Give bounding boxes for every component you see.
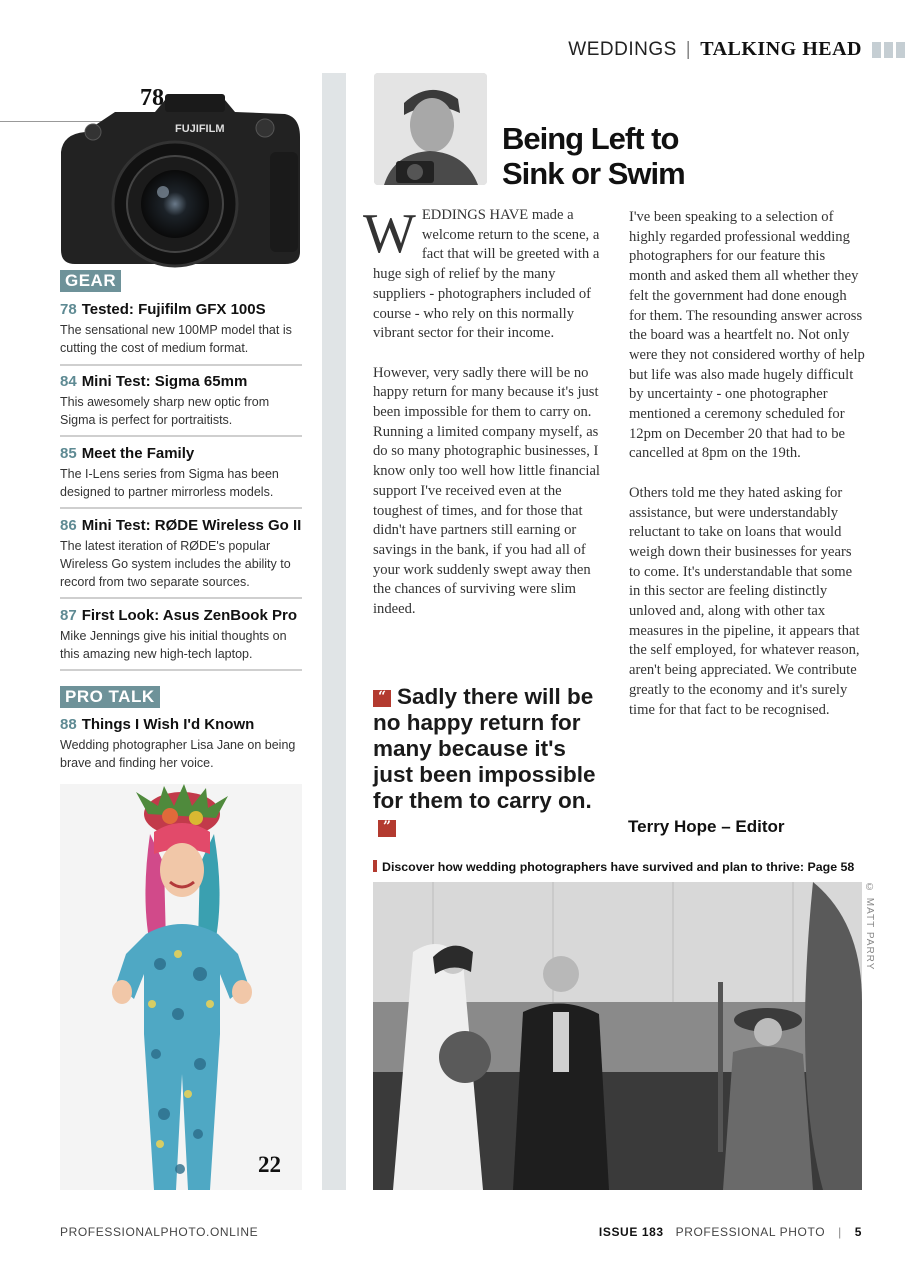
toc-description: The sensational new 100MP model that is cutting the cost of medium format.	[60, 323, 292, 355]
drop-cap: W	[363, 203, 416, 265]
editor-signature: Terry Hope – Editor	[628, 817, 785, 836]
toc-item[interactable]	[60, 373, 302, 429]
running-header	[568, 38, 862, 61]
divider	[60, 507, 302, 509]
toc-page-number: 87	[60, 607, 77, 624]
footer-divider: |	[838, 1225, 842, 1239]
divider	[60, 669, 302, 671]
header-decoration	[872, 42, 905, 58]
toc-title: Meet the Family	[81, 445, 195, 462]
feature-crossref[interactable]: Discover how wedding photographers have survived and plan to thrive: Page 58	[373, 860, 854, 874]
toc-description: This awesomely sharp new optic from Sigma is perfect for portraitists.	[60, 395, 270, 427]
toc-description: The I-Lens series from Sigma has been designed to partner mirrorless models.	[60, 467, 279, 499]
paragraph-1-text: EDDINGS HAVE made a welcome return to the scene, a fact that will be greeted with a huge sigh of relief by the many suppliers - photographers included of course - who rely on this normally vibrant sector for their income.	[373, 207, 600, 342]
toc-description: The latest iteration of RØDE's popular Wireless Go system includes the ability to record from two separate sources.	[60, 539, 291, 589]
toc-description: Mike Jennings give his initial thoughts on this amazing new high-tech laptop.	[60, 629, 287, 661]
cover-page-number: 78	[140, 85, 164, 111]
article-column-1	[363, 203, 605, 639]
gear-section-tag: GEAR	[60, 270, 121, 292]
column-gutter-bar	[322, 73, 346, 1190]
quote-close-icon: ”	[378, 820, 396, 837]
divider	[60, 364, 302, 366]
toc-page-number: 86	[60, 517, 77, 534]
camera-brand-text: FUJIFILM	[175, 123, 225, 135]
pro-talk-section-tag: PRO TALK	[60, 686, 160, 708]
photo-credit: © MATT PARRY	[864, 882, 875, 971]
section-label: WEDDINGS	[568, 38, 677, 60]
toc-page-number: 88	[60, 716, 77, 733]
article-column-2	[629, 208, 865, 740]
headline-line-1: Being Left to	[502, 121, 679, 156]
toc-title: Things I Wish I'd Known	[81, 716, 255, 733]
toc-title: First Look: Asus ZenBook Pro	[81, 607, 297, 624]
toc-title: Mini Test: Sigma 65mm	[81, 373, 248, 390]
divider	[60, 435, 302, 437]
toc-item[interactable]	[60, 301, 302, 357]
paragraph-3: I've been speaking to a selection of highly regarded professional wedding photographers for our feature this month and asked them all whether they felt the government had done enough for them. The resounding answer across the board was a heartfelt no. Not only were they not considered worthy of help but life was also made hugely difficult by uncertainty - one photographer mentioned a ceremony scheduled for 12pm on December 20 that had to be cancelled at 8pm on the 19th.	[629, 209, 865, 462]
camera-image	[55, 92, 305, 272]
footer-issue-info	[599, 1225, 862, 1239]
header-divider: |	[685, 38, 692, 60]
footer-magazine: PROFESSIONAL PHOTO	[675, 1225, 826, 1239]
article-headline	[502, 121, 685, 191]
toc-item[interactable]	[60, 716, 302, 772]
headline-line-2: Sink or Swim	[502, 156, 685, 191]
toc-page-number: 84	[60, 373, 77, 390]
paragraph-4: Others told me they hated asking for assistance, but were understandably reluctant to take on loans that would weigh down their businesses for years to come. It's understandable that some in this sector are feeling distinctly unloved and, along with other tax measures in the pipeline, it appears that the self employed, for whatever reason, aren't being appreciated. We contribute greatly to the economy and it's surely time for that fact to be recognised.	[629, 484, 860, 718]
pull-quote	[373, 684, 603, 840]
quote-open-icon: “	[373, 690, 391, 707]
toc-page-number: 78	[60, 301, 77, 318]
toc-page-number: 85	[60, 445, 77, 462]
divider	[60, 597, 302, 599]
toc-item[interactable]	[60, 445, 302, 501]
footer-page-number: 5	[854, 1225, 862, 1239]
paragraph-2: However, very sadly there will be no happy return for many because it's just been impossible for them to carry on. Running a limited company myself, as do so many photographic businesses, I know only too well how little financial support I've received even at the toughest of times, and for those that didn't have partners still earning or savings in the bank, if you had all of your work suddenly swept away then the chances of surviving were slim indeed.	[373, 364, 600, 618]
wedding-photo	[373, 882, 862, 1190]
portrait-photo-lisa-jane	[60, 784, 302, 1190]
footer-website[interactable]: PROFESSIONALPHOTO.ONLINE	[60, 1225, 259, 1239]
footer-issue: ISSUE 183	[598, 1225, 664, 1239]
toc-item[interactable]	[60, 517, 302, 591]
image-page-number: 22	[258, 1152, 281, 1177]
toc-description: Wedding photographer Lisa Jane on being brave and finding her voice.	[60, 738, 296, 770]
toc-item[interactable]	[60, 607, 302, 663]
pull-quote-text: Sadly there will be no happy return for many because it's just been impossible for them to carry on.	[373, 684, 596, 813]
toc-title: Mini Test: RØDE Wireless Go II	[81, 517, 302, 534]
subsection-label: TALKING HEAD	[700, 38, 862, 60]
paragraph-1	[363, 203, 605, 344]
toc-title: Tested: Fujifilm GFX 100S	[81, 301, 266, 318]
editor-portrait-photo	[374, 73, 487, 185]
